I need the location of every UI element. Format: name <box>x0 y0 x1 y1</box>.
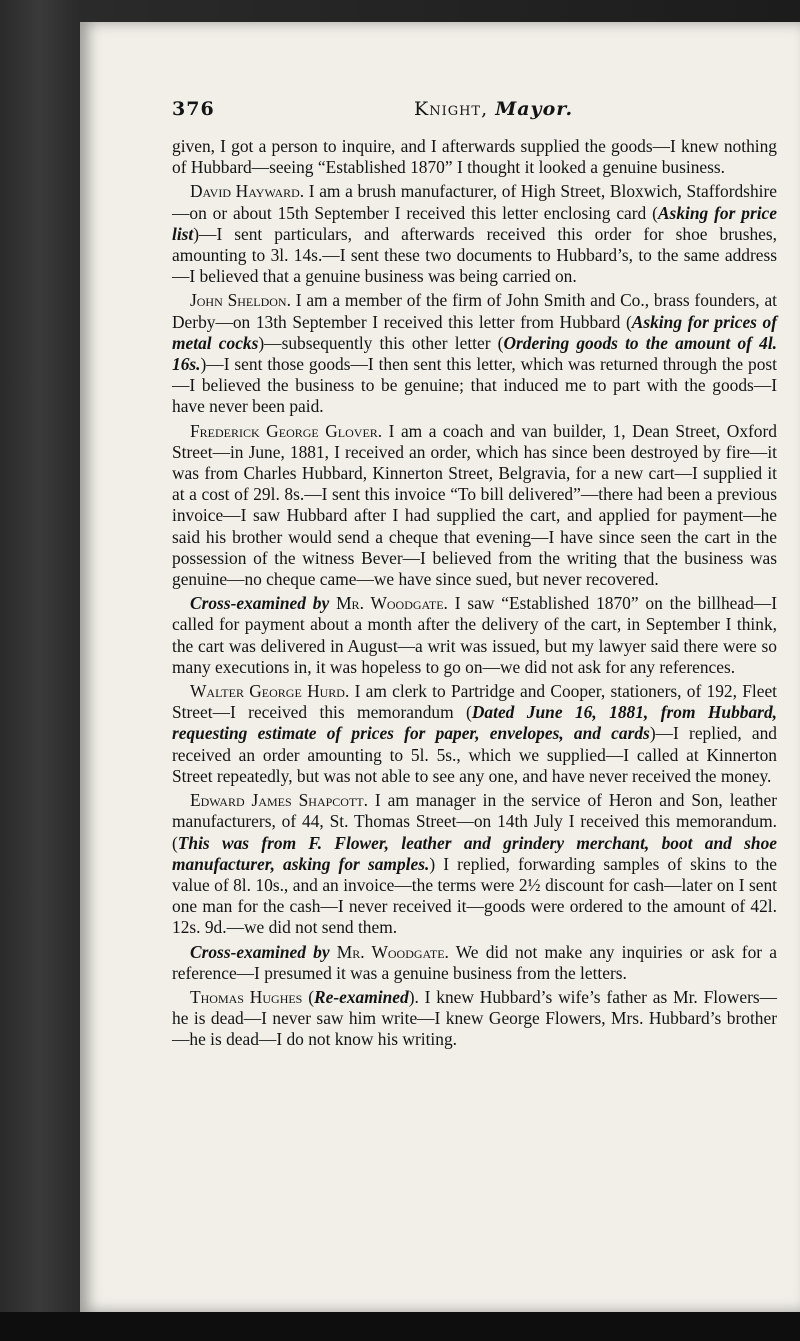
italic-note: Cross-examined by <box>190 941 330 962</box>
page-header <box>172 98 772 128</box>
italic-note: Re-examined <box>314 986 409 1007</box>
paragraph-text: )—I replied, and received an order amounting to 5l. 5s., which we supplied—I called at Kinnerton Street repeatedly, but was not able to see any one, and have never received the money. <box>172 723 777 786</box>
paragraph-text: I am manager in the service of Heron and Son, leather manufacturers, of 44, St. Thomas Street—on 14th July I received this memorandum. ( <box>172 790 778 853</box>
running-head-name: Knight, <box>414 98 489 120</box>
testimony-paragraph <box>172 987 777 1051</box>
witness-name: David Hayward. <box>190 181 305 202</box>
testimony-paragraph <box>172 593 777 678</box>
italic-note: Asking for price list <box>172 202 777 244</box>
testimony-paragraph <box>172 942 777 984</box>
paragraph-text: )—subsequently this other letter ( <box>258 332 504 353</box>
witness-name: Mr. Woodgate. <box>329 941 449 962</box>
paragraph-text: ) I replied, forwarding samples of skins to the value of 8l. 10s., and an invoice—the terms were 2½ discount for cash—later on I sent one man for the cash—I never received it—goods were ordered to the amount of 42l. 12s. 9d.—we did not send them. <box>172 853 777 938</box>
running-head-title: Mayor. <box>495 98 574 120</box>
italic-note: Cross-examined by <box>190 593 330 614</box>
testimony-paragraph <box>172 421 777 591</box>
paragraph-text: I am clerk to Partridge and Cooper, stationers, of 192, Fleet Street—I received this memorandum ( <box>172 681 777 723</box>
italic-note: Asking for prices of metal cocks <box>172 311 777 353</box>
paragraph-text: )—I sent those goods—I then sent this letter, which was returned through the post—I believed the business to be genuine; that induced me to part with the goods—I have never been paid. <box>172 354 777 417</box>
paragraph-text: ( <box>302 986 315 1007</box>
page-number: 376 <box>172 98 215 120</box>
witness-name: Frederick George Glover. <box>190 420 383 441</box>
paragraph-text: We did not make any inquiries or ask for a reference—I presumed it was a genuine business from the letters. <box>172 941 777 983</box>
running-head <box>414 98 573 120</box>
witness-name: Thomas Hughes <box>190 986 303 1007</box>
witness-name: Mr. Woodgate. <box>329 593 448 614</box>
testimony-paragraph <box>172 790 777 938</box>
body-text <box>172 136 777 1054</box>
paragraph-text: )—I sent particulars, and afterwards received this order for shoe brushes, amounting to 3l. 14s.—I sent these two documents to Hubbard’s, to the same address—I believed that a genuine business was being carried on. <box>172 223 777 287</box>
testimony-paragraph <box>172 181 777 287</box>
paragraph-text: I am a member of the firm of John Smith and Co., brass founders, at Derby—on 13th September I received this letter from Hubbard ( <box>172 290 777 332</box>
witness-name: Edward James Shapcott. <box>190 790 368 811</box>
italic-note: Ordering goods to the amount of 4l. 16s. <box>172 332 777 375</box>
italic-note: This was from F. Flower, leather and grindery merchant, boot and shoe manufacturer, asking for samples. <box>172 832 777 874</box>
italic-note: Dated June 16, 1881, from Hubbard, requesting estimate of prices for paper, envelopes, and cards <box>172 702 777 744</box>
scan-bottom-edge <box>0 1312 800 1341</box>
witness-name: Walter George Hurd. <box>190 681 350 702</box>
continued-paragraph <box>172 136 777 178</box>
paragraph-text: given, I got a person to inquire, and I afterwards supplied the goods—I knew nothing of Hubbard—seeing “Established 1870” I thought it looked a genuine business. <box>172 136 777 178</box>
testimony-paragraph <box>172 290 777 417</box>
paragraph-text: I saw “Established 1870” on the billhead—I called for payment about a month after the delivery of the cart, in September I think, the cart was delivered in August—a writ was issued, but my lawyer said there were so many executions in, it was hopeless to go on—we did not ask for any references. <box>172 593 777 677</box>
witness-name: John Sheldon. <box>190 290 291 311</box>
paragraph-text: I am a brush manufacturer, of High Street, Bloxwich, Staffordshire—on or about 15th September I received this letter enclosing card ( <box>172 181 777 223</box>
testimony-paragraph <box>172 681 777 787</box>
paragraph-text: I am a coach and van builder, 1, Dean Street, Oxford Street—in June, 1881, I received an order, which has since been destroyed by fire—it was from Charles Hubbard, Kinnerton Street, Belgravia, for a new cart—I supplied it at a cost of 29l. 8s.—I sent this invoice “To bill delivered”—there had been a previous invoice—I saw Hubbard after I had supplied the cart, and applied for payment—he said his brother would send a cheque that evening—I have since seen the cart in the possession of the witness Bever—I believed from the writing that the business was genuine—no cheque came—we have since sued, but never recovered. <box>172 420 777 590</box>
paragraph-text: ). I knew Hubbard’s wife’s father as Mr. Flowers—he is dead—I never saw him write—I knew George Flowers, Mrs. Hubbard’s brother—he is dead—I do not know his writing. <box>172 986 778 1050</box>
